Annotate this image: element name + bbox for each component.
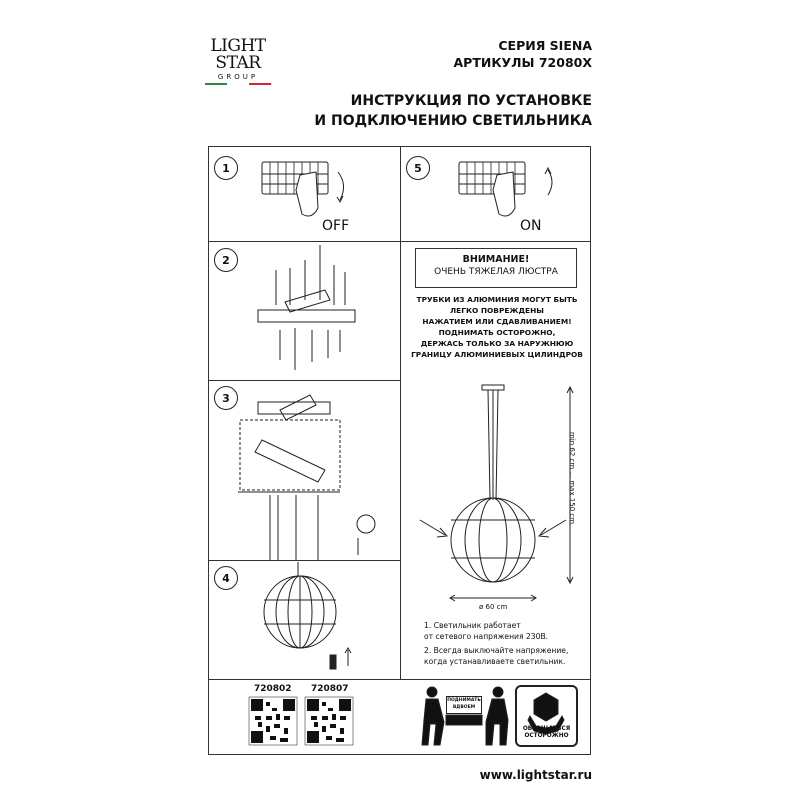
ceiling-mount-icon [238, 395, 375, 560]
care-badge-line-1: ОБРАЩАТЬСЯ [522, 726, 571, 732]
warning-line: НАЖАТИЕМ ИЛИ СДАВЛИВАНИЕМ! [422, 317, 572, 326]
height-dimension-label: min 62 cm ... max 150 cm [568, 432, 576, 525]
warning-line: ГРАНИЦУ АЛЮМИНИЕВЫХ ЦИЛИНДРОВ [411, 350, 583, 359]
mounting-bracket-icon [258, 245, 355, 370]
warning-subtitle: ОЧЕНЬ ТЯЖЕЛАЯ ЛЮСТРА [434, 267, 558, 277]
warning-line: ДЕРЖАСЬ ТОЛЬКО ЗА НАРУЖНЮЮ [420, 339, 574, 348]
website-url: www.lightstar.ru [479, 768, 592, 782]
off-label: OFF [322, 218, 350, 234]
logo-line-3: GROUP [217, 73, 259, 81]
lift-badge-line-2: ВДВОЕМ [452, 705, 476, 710]
step-number-1: 1 [214, 156, 238, 180]
pendant-sphere-icon [264, 562, 351, 669]
note-line: когда устанавливаете светильник. [424, 657, 566, 666]
warning-line: ПОДНИМАТЬ ОСТОРОЖНО, [438, 328, 556, 337]
care-badge-line-2: ОСТОРОЖНО [524, 733, 569, 739]
circuit-breaker-off-icon [262, 162, 344, 216]
logo-line-1: LIGHT [210, 36, 266, 56]
instruction-title-line-2: И ПОДКЛЮЧЕНИЮ СВЕТИЛЬНИКА [314, 113, 592, 129]
note-line: 1. Светильник работает [424, 621, 521, 630]
diameter-dimension-label: ø 60 cm [479, 603, 508, 611]
model-number-720807: 720807 [311, 684, 349, 694]
qr-code-720802-icon [249, 697, 297, 745]
care-badge-label [517, 726, 576, 740]
warning-line: ЛЕГКО ПОВРЕЖДЕНЫ [450, 306, 544, 315]
heavy-warning-box [415, 248, 577, 288]
model-number-720802: 720802 [254, 684, 292, 694]
warning-line: ТРУБКИ ИЗ АЛЮМИНИЯ МОГУТ БЫТЬ [416, 295, 578, 304]
instruction-title-line-1: ИНСТРУКЦИЯ ПО УСТАНОВКЕ [350, 93, 592, 109]
article-numbers: АРТИКУЛЫ 72080X [453, 55, 592, 70]
aluminium-warning-text [404, 294, 590, 360]
on-label: ON [520, 218, 542, 234]
qr-code-720807-icon [305, 697, 353, 745]
step-number-3: 3 [214, 386, 238, 410]
note-line: от сетевого напряжения 230В. [424, 632, 549, 641]
warning-title: ВНИМАНИЕ! [462, 254, 530, 265]
circuit-breaker-on-icon [459, 162, 552, 216]
step-number-5: 5 [406, 156, 430, 180]
series-name: СЕРИЯ SIENA [498, 38, 592, 53]
step-number-4: 4 [214, 566, 238, 590]
step-number-2: 2 [214, 248, 238, 272]
handle-with-care-badge [515, 685, 578, 747]
logo-line-2: STAR [215, 53, 261, 73]
note-line: 2. Всегда выключайте напряжение, [424, 646, 569, 655]
chandelier-sphere-icon [420, 385, 573, 601]
lift-together-badge [446, 696, 482, 714]
lift-badge-line-1: ПОДНИМАТЬ [447, 698, 481, 703]
